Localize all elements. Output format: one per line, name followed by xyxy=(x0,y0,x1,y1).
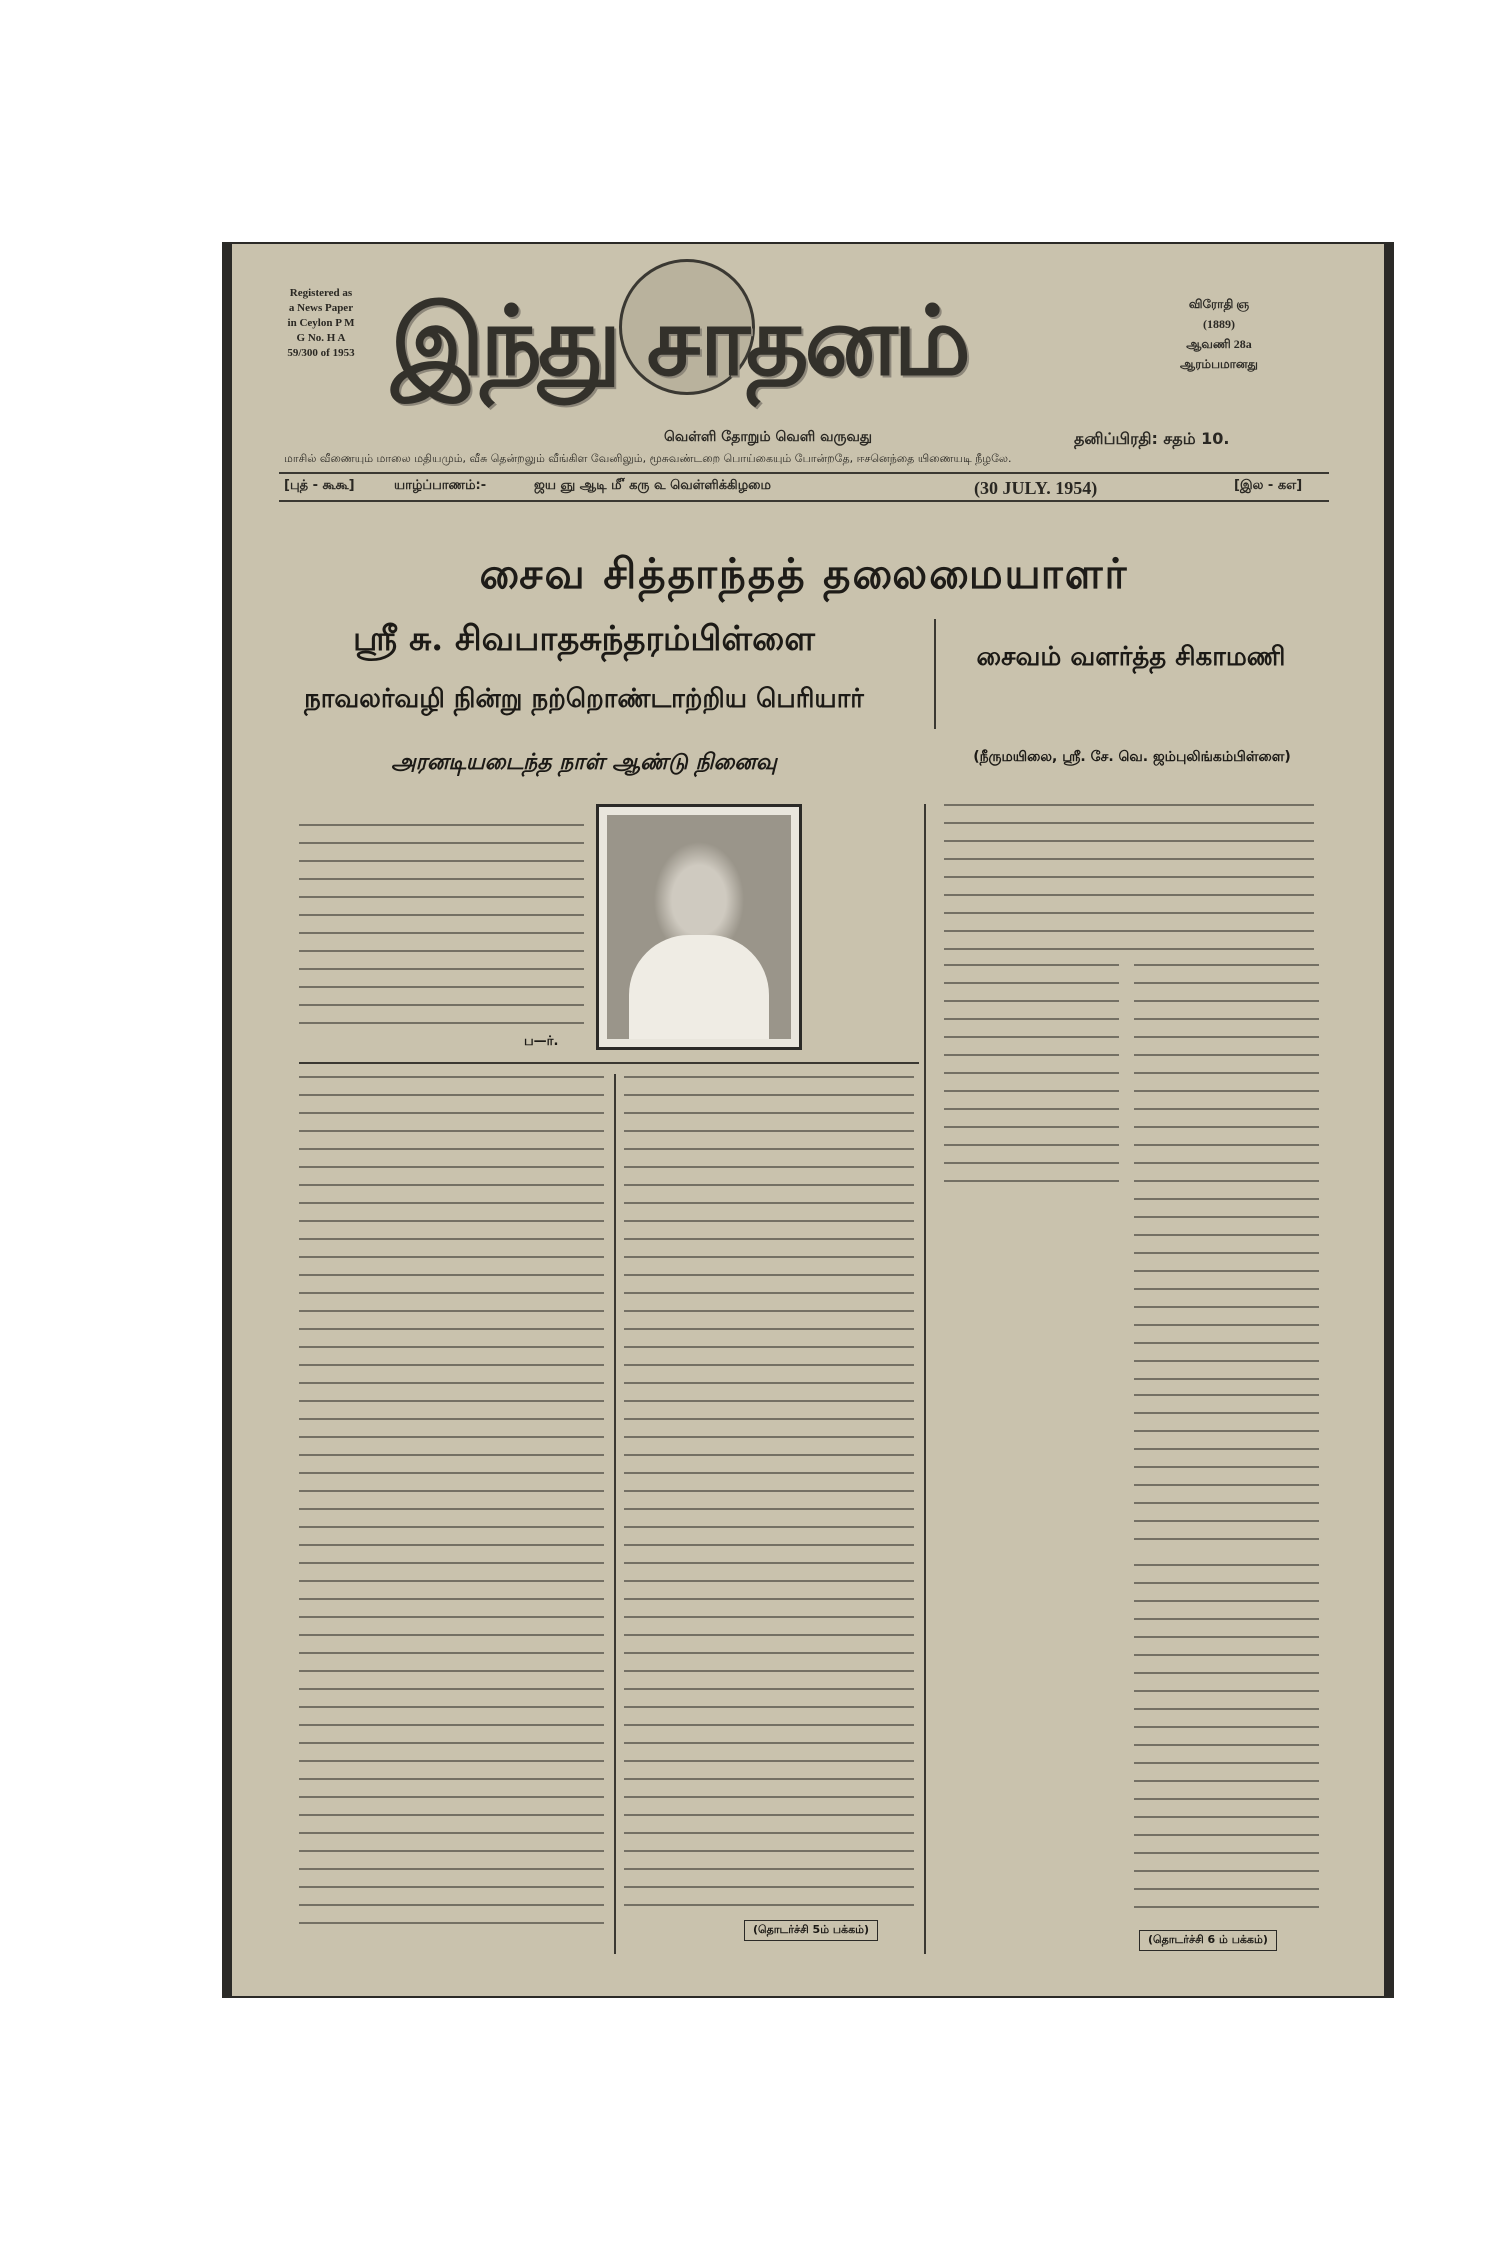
scan-right-edge xyxy=(1384,244,1392,1996)
sub-headline-tagline: நாவலர்வழி நின்று நற்றொண்டாற்றிய பெரியார் xyxy=(304,684,864,714)
volume-label: [புத் - கூகூ] xyxy=(284,478,355,493)
continued-note-left: (தொடர்ச்சி 5ம் பக்கம்) xyxy=(744,1920,878,1941)
portrait-image xyxy=(607,815,791,1039)
portrait-photo xyxy=(596,804,802,1050)
main-headline: சைவ சித்தாந்தத் தலைமையாளர் xyxy=(479,549,1129,598)
founding-info xyxy=(1174,294,1264,374)
column-divider-right xyxy=(924,804,926,1954)
intro-signoff: ப—ர். xyxy=(524,1034,559,1049)
side-box xyxy=(934,619,1326,729)
intro-text-block xyxy=(299,824,584,1024)
masthead-title: இந்து சாதனம் xyxy=(391,284,967,397)
masthead xyxy=(369,254,989,414)
side-text-col2c xyxy=(1134,1564,1319,1924)
price-label: தனிப்பிரதி: சதம் 10. xyxy=(1074,429,1230,448)
founding-line-3: ஆவணி 28a xyxy=(1186,337,1252,351)
continued-note-right: (தொடர்ச்சி 6 ம் பக்கம்) xyxy=(1139,1930,1277,1951)
motto: மாசில் வீணையும் மாலை மதியமும், வீசு தென்றலும் வீங்கிள வேனிலும், மூசுவண்டறை பொய்கையும் போன்றதே, ஈசனெந்தை யிணையடி நீழலே. xyxy=(284,452,1012,465)
newspaper-scan xyxy=(224,244,1392,1996)
rule-bottom xyxy=(279,500,1329,502)
issue-number: [இல - கஎ] xyxy=(1234,478,1303,493)
sub-headline-name: ஸ்ரீ சு. சிவபாதசுந்தரம்பிள்ளை xyxy=(353,619,815,659)
side-text-col1 xyxy=(944,964,1119,1184)
side-box-byline: (நீருமயிலை, ஸ்ரீ. சே. வெ. ஜம்புலிங்கம்பிள்ளை) xyxy=(973,749,1291,765)
scan-left-edge xyxy=(224,244,232,1996)
english-date: (30 JULY. 1954) xyxy=(974,478,1098,498)
rule-top xyxy=(279,472,1329,474)
side-text-col2 xyxy=(1134,964,1319,1384)
intro-rule xyxy=(299,1062,919,1064)
founding-line-1: விரோதி ஞ xyxy=(1188,297,1250,311)
column-divider-center xyxy=(614,1074,616,1954)
founding-year: (1889) xyxy=(1203,317,1235,331)
body-text-col1 xyxy=(299,1076,604,1936)
registration-note: Registered as a News Paper in Ceylon P M G No. H A 59/300 of 1953 xyxy=(287,287,355,359)
side-box-title: சைவம் வளர்த்த சிகாமணி xyxy=(976,642,1286,672)
body-text-col2 xyxy=(624,1076,914,1916)
publication-frequency: வெள்ளி தோறும் வெளி வருவது xyxy=(664,429,873,445)
founding-line-4: ஆரம்பமானது xyxy=(1180,357,1258,371)
side-text-col2b xyxy=(1134,1394,1319,1554)
sub-headline-anniversary: அரனடியடைந்த நாள் ஆண்டு நினைவு xyxy=(391,749,777,775)
tamil-date: ஜய ஞு ஆடி ௴ கரு ௳ வெள்ளிக்கிழமை xyxy=(534,478,771,493)
place-label: யாழ்ப்பாணம்:- xyxy=(394,478,487,493)
portrait-body xyxy=(629,935,769,1039)
side-text-intro xyxy=(944,804,1314,954)
